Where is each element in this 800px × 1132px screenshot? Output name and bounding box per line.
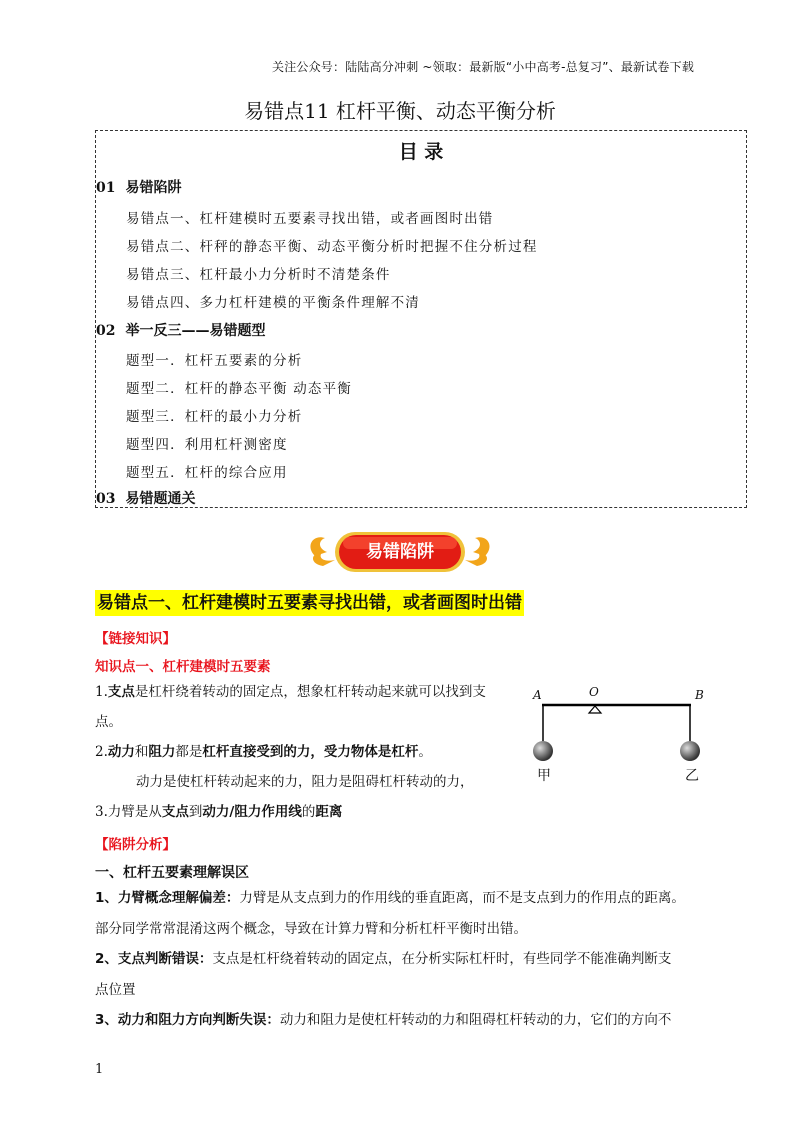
trap-analysis-label: 【陷阱分析】: [95, 837, 176, 853]
toc-type-4: 题型四．利用杠杆测密度: [126, 437, 288, 453]
right-ball-icon: [680, 741, 700, 761]
page-number: 1: [95, 1062, 104, 1077]
toc-type-5: 题型五．杠杆的综合应用: [126, 465, 288, 481]
knowledge-1: 1.支点是杠杆绕着转动的固定点，想象杠杆转动起来就可以找到支: [95, 684, 486, 700]
label-a: A: [533, 688, 542, 702]
knowledge-1-cont: 点。: [95, 714, 122, 730]
toc-trap-2: 易错点二、杆秤的静态平衡、动态平衡分析时把握不住分析过程: [126, 239, 538, 255]
toc-section-3: 03 易错题通关: [96, 491, 196, 507]
toc-trap-3: 易错点三、杠杆最小力分析时不清楚条件: [126, 267, 391, 283]
doc-title: 易错点11 杠杆平衡、动态平衡分析: [244, 99, 556, 123]
label-o: O: [589, 685, 599, 699]
toc-type-1: 题型一．杠杆五要素的分析: [126, 353, 303, 369]
toc-type-2: 题型二．杠杆的静态平衡 动态平衡: [126, 381, 352, 397]
toc-type-3: 题型三．杠杆的最小力分析: [126, 409, 303, 425]
fulcrum-icon: [589, 706, 601, 713]
label-left: 甲: [537, 768, 551, 784]
label-right: 乙: [685, 768, 699, 784]
trap-banner: [305, 526, 495, 576]
section-title: 易错点一、杠杆建模时五要素寻找出错，或者画图时出错: [95, 590, 524, 616]
knowledge-2-sub: 动力是使杠杆转动起来的力，阻力是阻碍杠杆转动的力，: [136, 774, 474, 790]
left-ball-icon: [533, 741, 553, 761]
sub-title: 一、杠杆五要素理解误区: [95, 865, 249, 881]
toc-section-1: 01 易错陷阱: [96, 180, 182, 196]
toc-trap-4: 易错点四、多力杠杆建模的平衡条件理解不清: [126, 295, 420, 311]
toc-heading: 目 录: [398, 141, 444, 163]
banner-label: 易错陷阱: [366, 542, 434, 562]
link-knowledge-label: 【链接知识】: [95, 631, 176, 647]
paragraph-3: 3、动力和阻力方向判断失误：动力和阻力是使杠杆转动的力和阻碍杠杆转动的力，它们的方向不: [95, 1012, 672, 1028]
toc-box: [95, 130, 747, 508]
toc-section-2: 02 举一反三——易错题型: [96, 323, 266, 339]
lever-diagram: [525, 685, 725, 785]
paragraph-2-cont: 点位置: [95, 982, 136, 998]
knowledge-3: 3.力臂是从支点到动力/阻力作用线的距离: [95, 804, 343, 820]
knowledge-point-title: 知识点一、杠杆建模时五要素: [95, 659, 271, 675]
toc-trap-1: 易错点一、杠杆建模时五要素寻找出错，或者画图时出错: [126, 211, 494, 227]
paragraph-2: 2、支点判断错误：支点是杠杆绕着转动的固定点，在分析实际杠杆时，有些同学不能准确判断支: [95, 951, 672, 967]
knowledge-2: 2.动力和阻力都是杠杆直接受到的力，受力物体是杠杆。: [95, 744, 432, 760]
paragraph-1: 1、力臂概念理解偏差：力臂是从支点到力的作用线的垂直距离，而不是支点到力的作用点的距离。: [95, 890, 685, 906]
label-b: B: [695, 688, 704, 702]
header-note: 关注公众号：陆陆高分冲刺 ~领取：最新版“小中高考-总复习”、最新试卷下载: [272, 60, 695, 74]
paragraph-1-cont: 部分同学常常混淆这两个概念，导致在计算力臂和分析杠杆平衡时出错。: [95, 921, 527, 937]
